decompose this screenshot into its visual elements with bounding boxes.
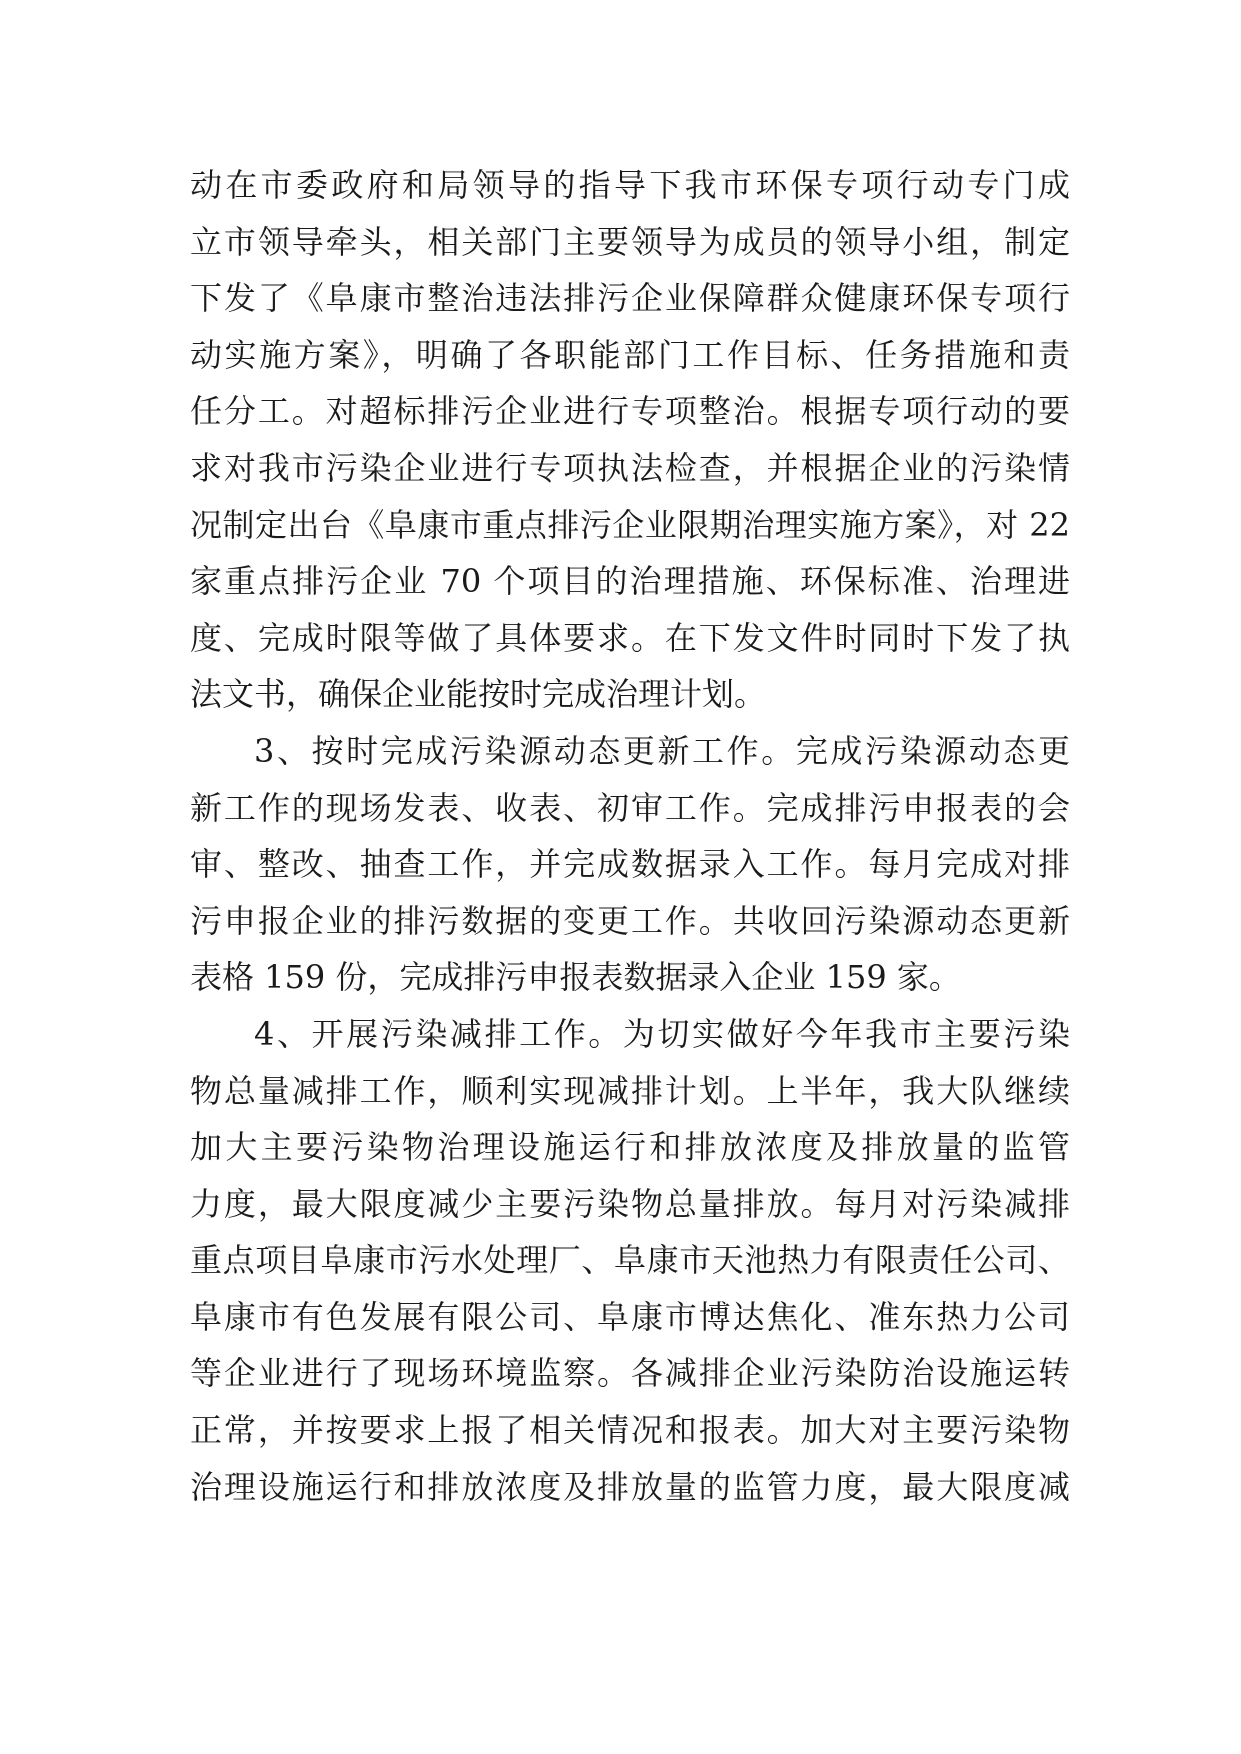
text-line: 求对我市污染企业进行专项执法检查，并根据企业的污染情 [190, 448, 1070, 487]
text-line: 正常，并按要求上报了相关情况和报表。加大对主要污染物 [190, 1411, 1070, 1450]
text-line: 治理设施运行和排放浓度及排放量的监管力度，最大限度减 [190, 1467, 1070, 1506]
paragraph-heading-3: 3、按时完成污染源动态更新工作。完成污染源动态更 [254, 731, 1070, 770]
text-line: 阜康市有色发展有限公司、阜康市博达焦化、准东热力公司 [190, 1297, 1070, 1336]
text-line: 物总量减排工作，顺利实现减排计划。上半年，我大队继续 [190, 1071, 1070, 1110]
text-line: 法文书，确保企业能按时完成治理计划。 [190, 675, 767, 714]
text-line: 加大主要污染物治理设施运行和排放浓度及排放量的监管 [190, 1128, 1070, 1167]
text-line: 审、整改、抽查工作，并完成数据录入工作。每月完成对排 [190, 845, 1070, 884]
text-line: 下发了《阜康市整治违法排污企业保障群众健康环保专项行 [190, 279, 1070, 318]
text-line: 度、完成时限等做了具体要求。在下发文件时同时下发了执 [190, 618, 1070, 657]
text-line: 立市领导牵头，相关部门主要领导为成员的领导小组，制定 [190, 222, 1070, 261]
body-text [190, 157, 1070, 1515]
text-line: 动在市委政府和局领导的指导下我市环保专项行动专门成 [190, 166, 1070, 204]
text-line: 力度，最大限度减少主要污染物总量排放。每月对污染减排 [190, 1184, 1070, 1223]
text-line: 动实施方案》，明确了各职能部门工作目标、任务措施和责 [190, 335, 1070, 374]
text-line: 表格 159 份，完成排污申报表数据录入企业 159 家。 [190, 958, 961, 997]
paragraph-heading-4: 4、开展污染减排工作。为切实做好今年我市主要污染 [254, 1014, 1070, 1053]
text-line: 况制定出台《阜康市重点排污企业限期治理实施方案》，对 22 [190, 505, 1070, 544]
text-line: 任分工。对超标排污企业进行专项整治。根据专项行动的要 [190, 392, 1070, 431]
text-line: 新工作的现场发表、收表、初审工作。完成排污申报表的会 [190, 788, 1070, 827]
text-line: 家重点排污企业 70 个项目的治理措施、环保标准、治理进 [190, 562, 1070, 601]
text-line: 污申报企业的排污数据的变更工作。共收回污染源动态更新 [190, 901, 1070, 940]
text-line: 重点项目阜康市污水处理厂、阜康市天池热力有限责任公司、 [190, 1241, 1070, 1280]
text-line: 等企业进行了现场环境监察。各减排企业污染防治设施运转 [190, 1354, 1070, 1393]
